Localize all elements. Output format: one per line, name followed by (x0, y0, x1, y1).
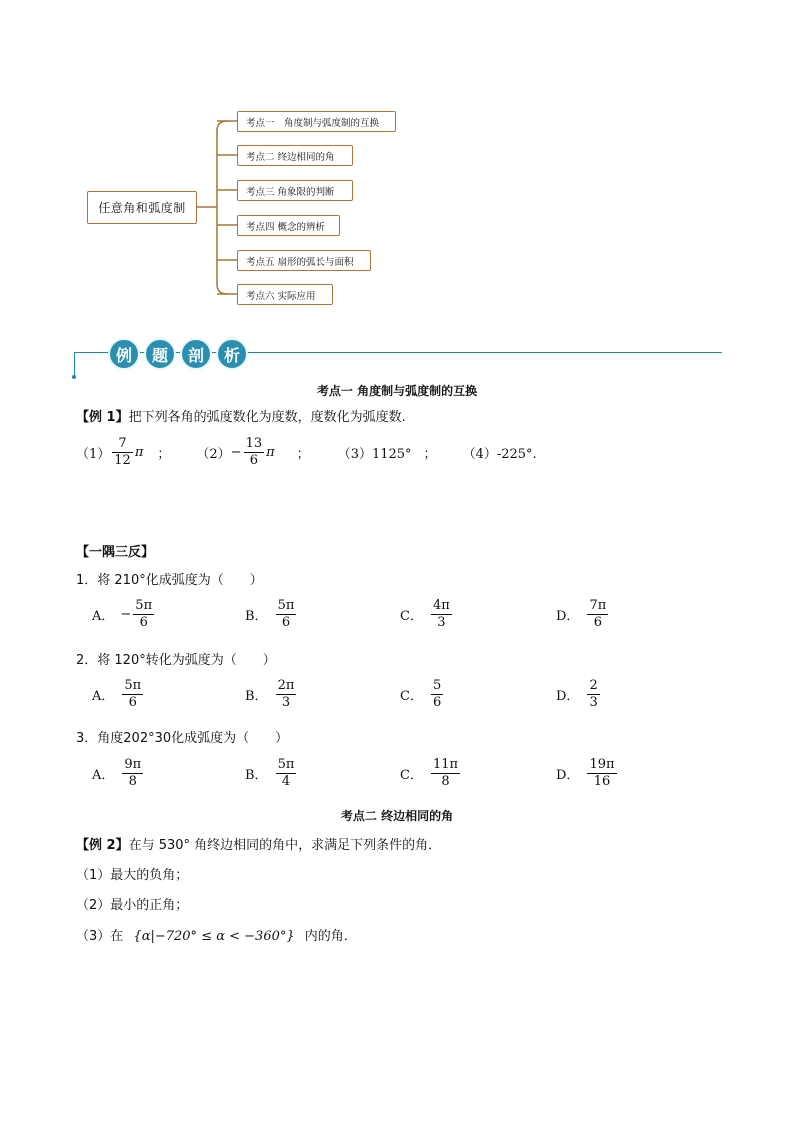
question-2-option-d[interactable] (556, 678, 602, 711)
numerator: 7 (112, 436, 133, 453)
mind-map-branch-6: 考点六 实际应用 (237, 284, 333, 305)
item-4: （4）-225°. (462, 447, 537, 462)
numerator: 5 (432, 678, 442, 693)
example-2 (76, 834, 441, 853)
section-2-title: 考点二 终边相同的角 (340, 809, 454, 823)
denominator: 6 (139, 615, 148, 630)
option-label: A． (92, 609, 115, 624)
numerator: 11π (432, 757, 459, 772)
minus-sign: − (120, 607, 132, 622)
fraction (587, 598, 608, 631)
example-1-text: 把下列各角的弧度数化为度数，度数化为弧度数. (128, 410, 406, 425)
denominator: 8 (128, 774, 137, 789)
fraction (276, 678, 297, 711)
option-label: D． (556, 768, 580, 783)
fraction (276, 757, 297, 790)
denominator: 4 (281, 774, 291, 789)
denominator: 6 (281, 615, 291, 630)
pi-symbol: π (266, 445, 275, 460)
question-3-option-b[interactable] (245, 757, 298, 790)
mind-map-branch-5: 考点五 扇形的弧长与面积 (237, 250, 371, 271)
numerator: 7π (589, 598, 607, 613)
fraction (244, 436, 265, 469)
fraction (276, 598, 297, 631)
question-1-option-c[interactable] (400, 598, 454, 631)
question-3-option-d[interactable] (556, 757, 619, 790)
pi-symbol: π (134, 445, 144, 460)
fraction (112, 436, 133, 469)
numerator: 5π (135, 598, 153, 613)
question-3-option-a[interactable] (92, 757, 145, 790)
question-1-stem: 1．将 210°化成弧度为（ ） (76, 573, 263, 588)
numerator: 9π (124, 757, 142, 772)
question-1-option-a[interactable] (92, 598, 156, 631)
banner-char: 析 (216, 338, 248, 370)
section-banner (108, 338, 248, 370)
question-3-stem: 3．角度202°30化成弧度为（ ） (76, 731, 289, 746)
banner-tick (74, 352, 75, 377)
example-1 (76, 406, 406, 425)
numerator: 5π (277, 757, 295, 772)
question-1-option-b[interactable] (245, 598, 298, 631)
denominator: 16 (593, 774, 611, 789)
question-1-option-d[interactable] (556, 598, 610, 631)
item-3: （3）1125° (337, 447, 412, 462)
denominator: 3 (589, 695, 598, 710)
option-label: A． (92, 689, 115, 704)
numerator: 5π (277, 598, 295, 613)
option-label: C． (400, 768, 423, 783)
example-2-sub-3 (76, 925, 357, 944)
option-label: D． (556, 689, 580, 704)
question-2-option-c[interactable] (400, 678, 445, 711)
mind-map-root: 任意角和弧度制 (87, 191, 197, 224)
numerator: 5π (124, 678, 142, 693)
denominator: 8 (441, 774, 450, 789)
banner-char: 例 (108, 338, 140, 370)
numerator: 2π (277, 678, 295, 693)
separator: ； (157, 447, 171, 462)
fraction (133, 598, 154, 631)
numerator: 13 (245, 436, 263, 451)
minus-sign: − (230, 445, 242, 460)
fraction (431, 598, 452, 631)
mind-map-branch-1: 考点一 角度制与弧度制的互换 (237, 111, 396, 132)
fraction (431, 678, 443, 711)
example-2-sub-1: （1）最大的负角； (76, 868, 189, 883)
banner-char: 剖 (180, 338, 212, 370)
denominator: 3 (281, 695, 291, 710)
fraction (122, 757, 143, 790)
option-label: A． (92, 768, 115, 783)
sub-3-prefix: （3）在 (76, 929, 124, 944)
option-label: B． (245, 609, 268, 624)
example-1-items (76, 436, 537, 469)
option-label: C． (400, 609, 423, 624)
separator: ； (423, 447, 437, 462)
separator: ； (296, 447, 310, 462)
practice-header: 【一隅三反】 (76, 545, 155, 560)
sub-3-suffix: 内的角． (304, 929, 357, 944)
option-label: B． (245, 689, 268, 704)
item-2-label: （2） (196, 447, 231, 462)
example-1-tag: 【例 1】 (76, 410, 129, 425)
option-label: C． (400, 689, 423, 704)
question-2-stem: 2．将 120°转化为弧度为（ ） (76, 653, 276, 668)
denominator: 6 (128, 695, 137, 710)
fraction (587, 678, 599, 711)
item-1-label: （1） (76, 447, 111, 462)
numerator: 2 (589, 678, 598, 693)
example-2-tag: 【例 2】 (76, 838, 129, 853)
numerator: 19π (589, 757, 615, 772)
set-expression: {α|−720° ≤ α < −360°} (133, 929, 295, 944)
mind-map-branch-3: 考点三 角象限的判断 (237, 180, 353, 201)
example-2-sub-2: （2）最小的正角； (76, 898, 189, 913)
fraction (587, 757, 616, 790)
banner-dot (72, 375, 76, 379)
question-2-option-b[interactable] (245, 678, 298, 711)
fraction (431, 757, 460, 790)
denominator: 6 (593, 615, 602, 630)
denominator: 3 (437, 615, 446, 630)
denominator: 12 (114, 453, 131, 468)
example-2-text: 在与 530° 角终边相同的角中，求满足下列条件的角． (128, 838, 442, 853)
banner-char: 题 (144, 338, 176, 370)
question-3-option-c[interactable] (400, 757, 462, 790)
question-2-option-a[interactable] (92, 678, 145, 711)
mind-map-branch-4: 考点四 概念的辨析 (237, 215, 340, 236)
denominator: 6 (432, 695, 442, 710)
denominator: 6 (249, 453, 258, 468)
fraction (122, 678, 143, 711)
option-label: B． (245, 768, 268, 783)
section-1-title: 考点一 角度制与弧度制的互换 (316, 384, 478, 398)
mind-map-branch-2: 考点二 终边相同的角 (237, 145, 353, 166)
mind-map-connectors (0, 0, 794, 330)
numerator: 4π (432, 598, 450, 613)
option-label: D． (556, 609, 580, 624)
